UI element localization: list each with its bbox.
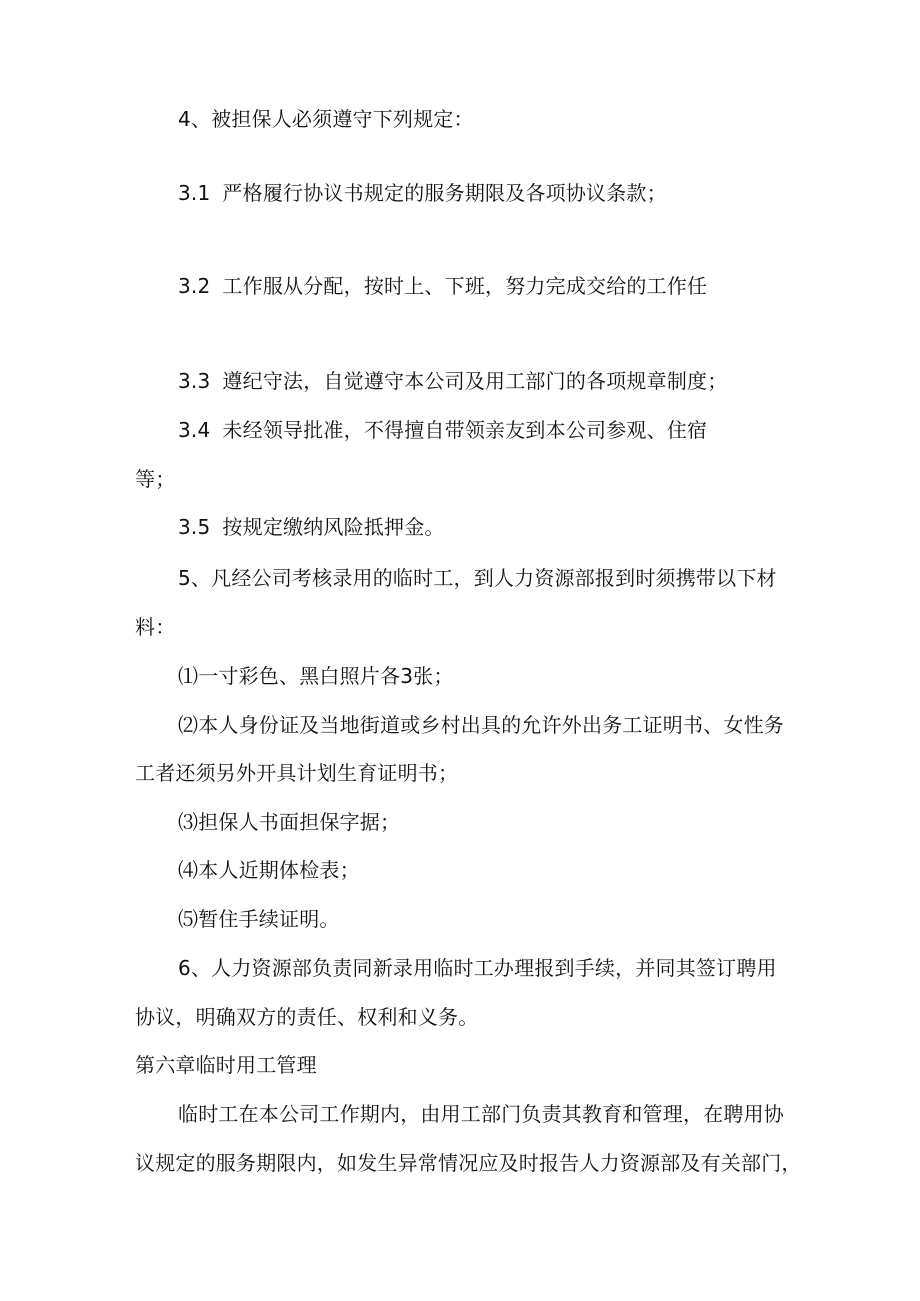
rule-3-5-text: 按规定缴纳风险抵押金。 <box>222 515 445 539</box>
rule-3-2-number: 3.2 <box>178 274 211 298</box>
rule-4-heading <box>178 106 474 132</box>
rule-3-4-continuation-text: 等； <box>135 467 176 491</box>
rule-6-continuation-text: 协议，明确双方的责任、权利和义务。 <box>135 1005 479 1029</box>
rule-6-heading <box>178 955 777 981</box>
material-item-2 <box>178 712 784 738</box>
material-item-1-text: ⑴一寸彩色、黑白照片各3张； <box>178 664 454 688</box>
chapter-6-paragraph-line-2-text: 议规定的服务期限内，如发生异常情况应及时报告人力资源部及有关部门， <box>135 1151 802 1175</box>
material-item-5-text: ⑸暂住手续证明。 <box>178 907 340 931</box>
rule-3-5 <box>178 514 445 540</box>
material-item-2-continuation <box>135 760 458 786</box>
rule-3-3-text: 遵纪守法，自觉遵守本公司及用工部门的各项规章制度； <box>222 369 728 393</box>
rule-5-continuation <box>135 614 175 640</box>
material-item-5 <box>178 906 340 932</box>
rule-3-4-continuation <box>135 466 175 492</box>
rule-3-1 <box>178 180 667 206</box>
rule-3-3-number: 3.3 <box>178 369 211 393</box>
rule-3-2-text: 工作服从分配，按时上、下班，努力完成交给的工作任 <box>222 274 708 298</box>
material-item-3-text: ⑶担保人书面担保字据； <box>178 810 401 834</box>
material-item-4-text: ⑷本人近期体检表； <box>178 858 360 882</box>
rule-5-continuation-text: 料： <box>135 615 176 639</box>
rule-4-text: 4、被担保人必须遵守下列规定： <box>178 107 474 131</box>
material-item-1 <box>178 663 454 689</box>
rule-3-5-number: 3.5 <box>178 515 211 539</box>
rule-3-2 <box>178 273 707 299</box>
rule-3-1-number: 3.1 <box>178 181 211 205</box>
material-item-4 <box>178 857 360 883</box>
chapter-6-paragraph-line-2 <box>135 1150 802 1176</box>
rule-5-text: 5、凡经公司考核录用的临时工，到人力资源部报到时须携带以下材 <box>178 566 777 590</box>
chapter-6-paragraph-line-1-text: 临时工在本公司工作期内，由用工部门负责其教育和管理，在聘用协 <box>178 1102 784 1126</box>
rule-3-1-text: 严格履行协议书规定的服务期限及各项协议条款； <box>222 181 667 205</box>
material-item-2-text: ⑵本人身份证及当地街道或乡村出具的允许外出务工证明书、女性务 <box>178 713 784 737</box>
material-item-3 <box>178 809 400 835</box>
material-item-2-continuation-text: 工者还须另外开具计划生育证明书； <box>135 761 459 785</box>
rule-5-heading <box>178 565 777 591</box>
rule-3-4-number: 3.4 <box>178 418 211 442</box>
chapter-6-title-text: 第六章临时用工管理 <box>135 1053 317 1077</box>
chapter-6-paragraph-line-1 <box>178 1101 784 1127</box>
rule-3-3 <box>178 368 727 394</box>
chapter-6-title <box>135 1052 317 1078</box>
rule-3-4 <box>178 417 707 443</box>
rule-6-continuation <box>135 1004 478 1030</box>
rule-3-4-text: 未经领导批准，不得擅自带领亲友到本公司参观、住宿 <box>222 418 708 442</box>
rule-6-text: 6、人力资源部负责同新录用临时工办理报到手续，并同其签订聘用 <box>178 956 777 980</box>
